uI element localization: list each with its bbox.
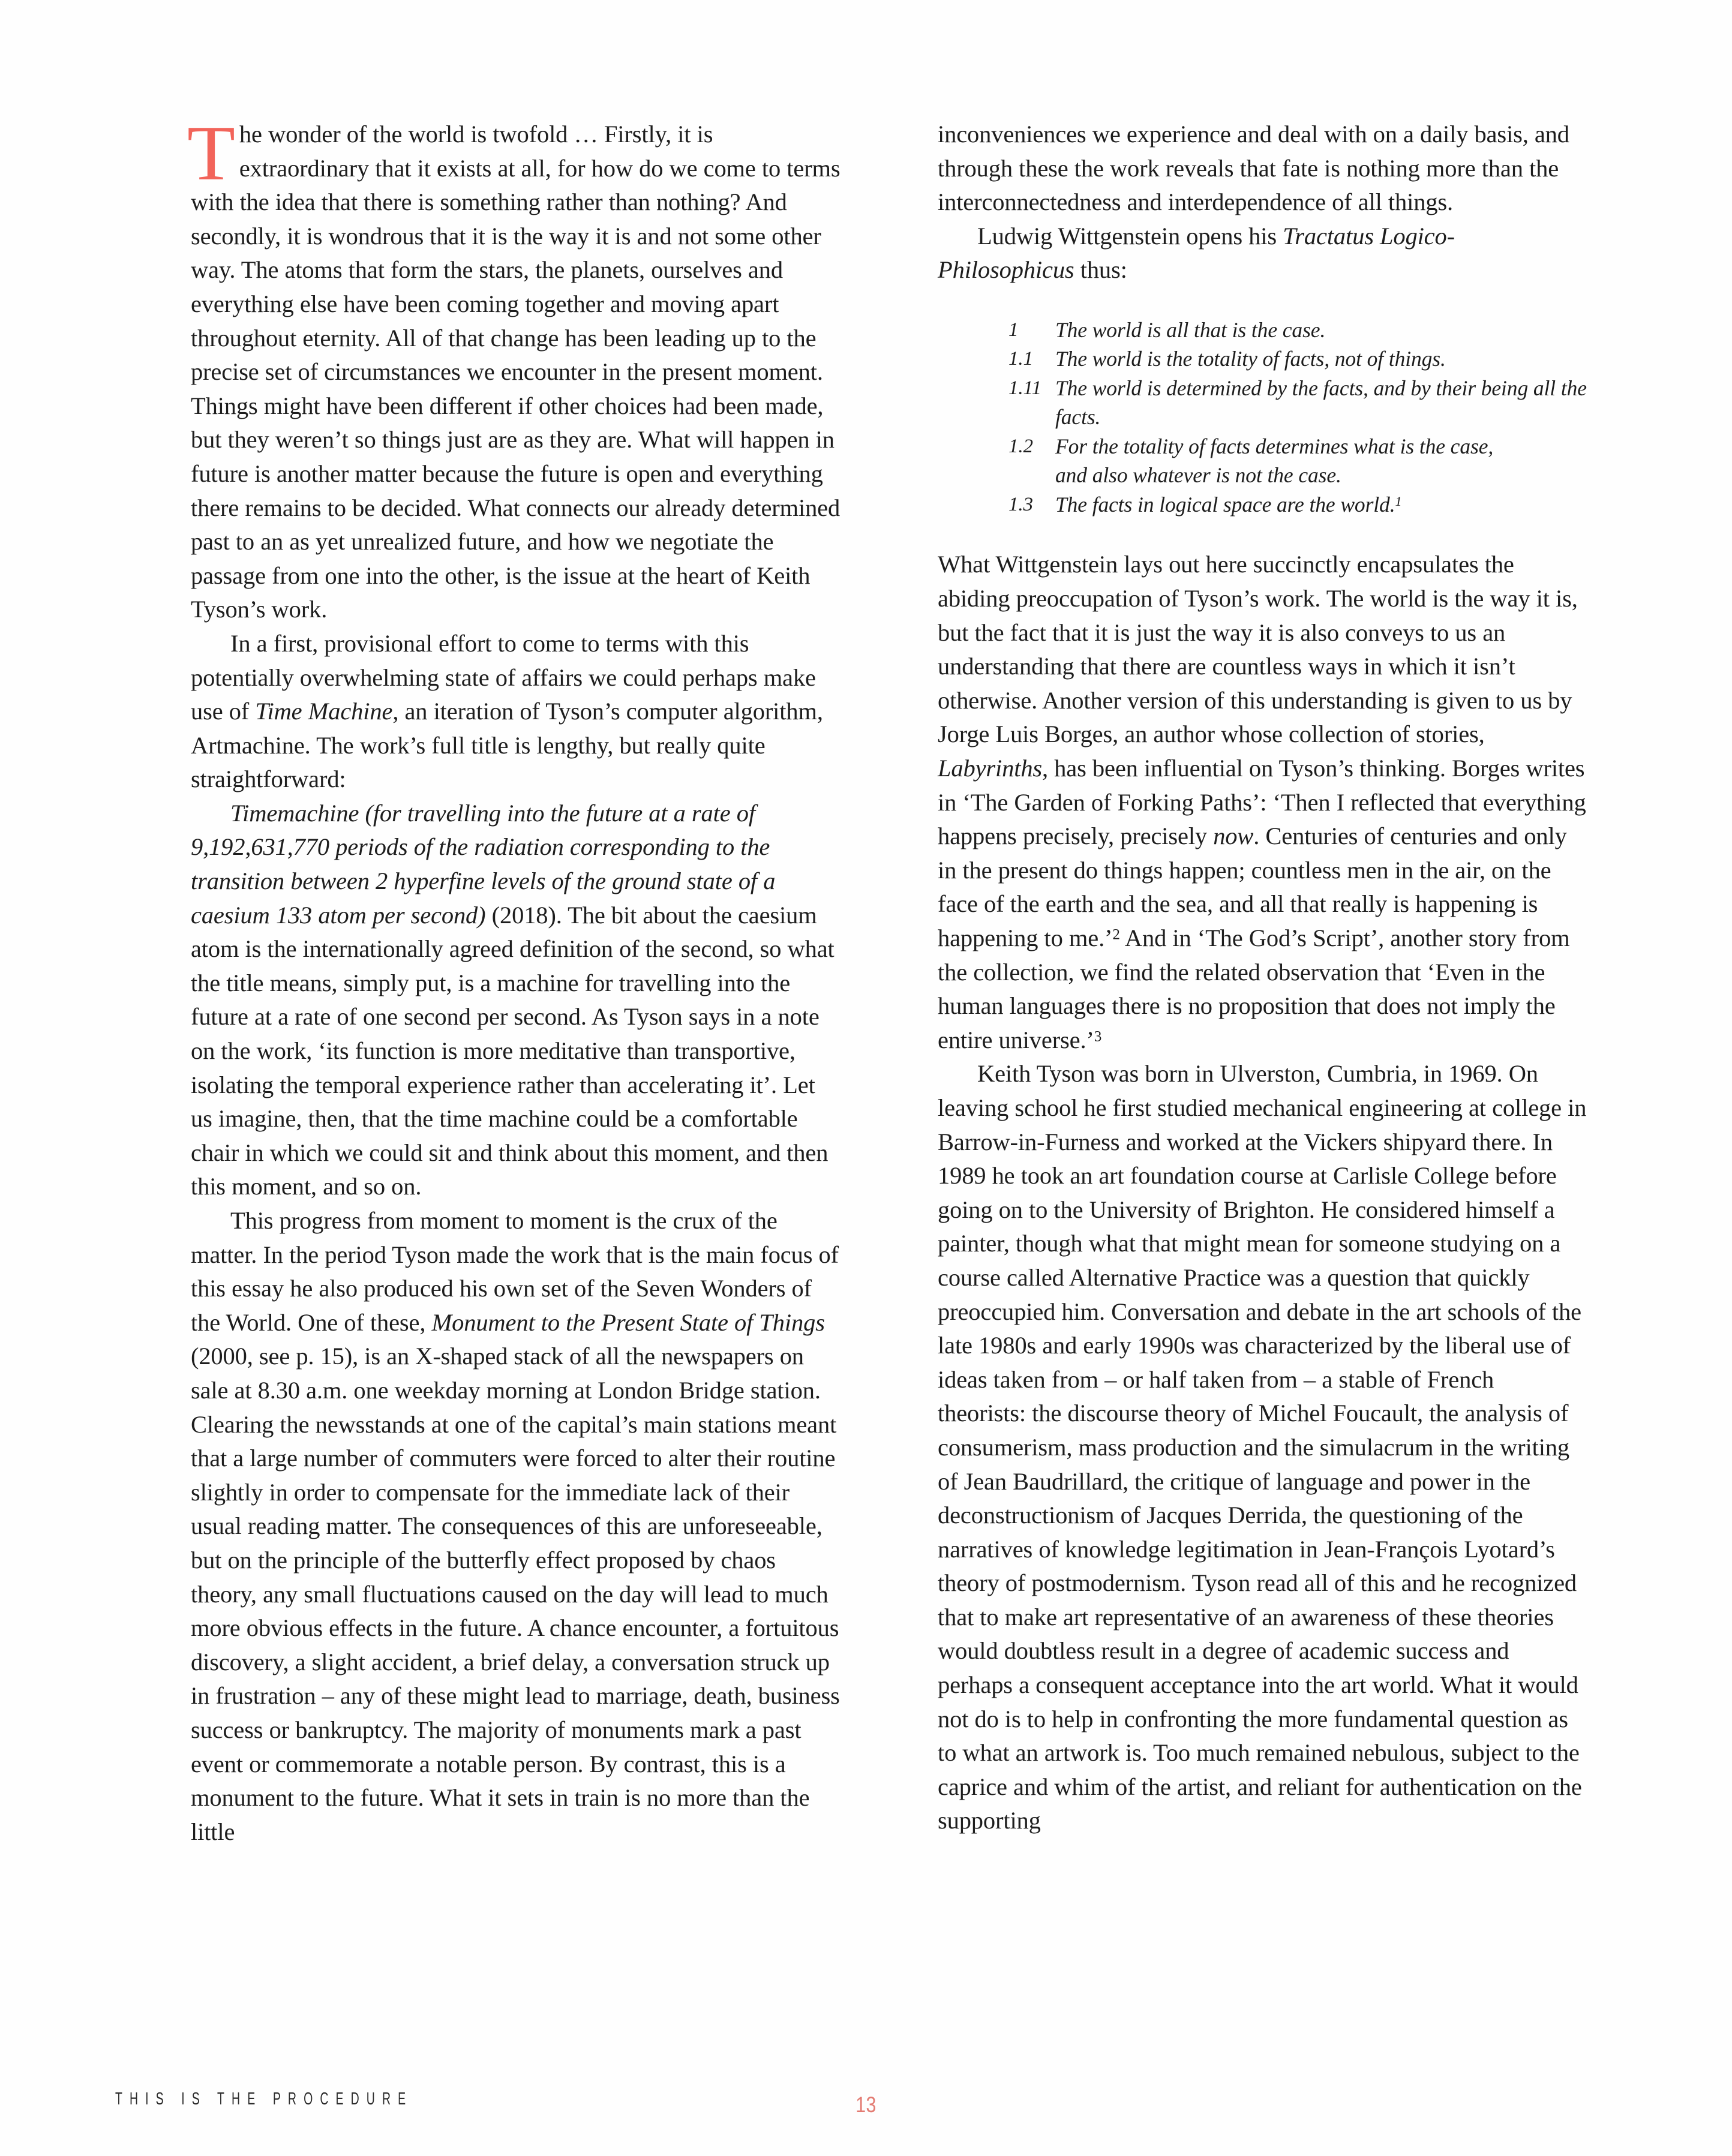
paragraph-wittgenstein-intro: [938, 220, 1587, 287]
italic-run: Labyrinths: [938, 755, 1043, 782]
quote-text: The facts in logical space are the world.$^1$: [1055, 492, 1402, 517]
quote-line: [1008, 432, 1587, 461]
italic-run: Timemachine (for travelling into the future at a rate of 9,192,631,770 periods of the radiation corresponding to the transition between 2 hyperfine levels of the ground state of a caesium 133 atom per second): [191, 799, 776, 929]
quote-line: [1008, 490, 1587, 520]
paragraph-monument: [191, 1204, 841, 1849]
quote-line: [1008, 316, 1587, 345]
left-column: [187, 110, 841, 1849]
right-column: [938, 118, 1587, 1838]
page-footer: [0, 2030, 1732, 2156]
quote-line: [1008, 461, 1587, 490]
text-run: he wonder of the world is twofold … Firstly, it is extraordinary that it exists at all, for how do we come to terms with the idea that there is something rather than nothing? And secondly, it is wondrous that it is the way it is and not some other way. The atoms that form the stars, the planets, ourselves and everything else have been coming together and moving apart throughout eternity. All of that change has been leading up to the precise set of circumstances we encounter in the present moment. Things might have been different if other choices had been made, but they weren’t so things just are as they are. What will happen in future is another matter because the future is open and everything there remains to be decided. What connects our already determined past to an as yet unrealized future, and how we negotiate the passage from one into the other, is the issue at the heart of Keith Tyson’s work.: [191, 121, 841, 623]
text-run: inconveniences we experience and deal with on a daily basis, and through these the work reveals that fate is nothing more than the interconnectedness and interdependence of all things.: [938, 121, 1569, 216]
left-column-body: [187, 110, 841, 1849]
quote-line: [1008, 374, 1587, 432]
text-run: Keith Tyson was born in Ulverston, Cumbria, in 1969. On leaving school he first studied mechanical engineering at college in Barrow-in-Furness and worked at the Vickers shipyard there. In 1989 he took an art foundation course at Carlisle College before going on to the University of Brighton. He considered himself a painter, though what that might mean for someone studying on a course called Alternative Practice was a question that quickly preoccupied him. Conversation and debate in the art schools of the late 1980s and early 1990s was characterized by the liberal use of ideas taken from – or half taken from – a stable of French theorists: the discourse theory of Michel Foucault, the analysis of consumerism, mass production and the simulacrum in the writing of Jean Baudrillard, the critique of language and power in the deconstructionism of Jacques Derrida, the questioning of the narratives of knowledge legitimation in Jean-François Lyotard’s theory of postmodernism. Tyson read all of this and he recognized that to make art representative of an awareness of these theories would doubtless result in a degree of academic success and perhaps a consequent acceptance into the art world. What it would not do is to help in confronting the more fundamental question as to what an artwork is. Too much remained nebulous, subject to the caprice and whim of the artist, and reliant for authentication on the supporting: [938, 1060, 1587, 1834]
italic-run: now: [1213, 822, 1254, 850]
quote-text: and also whatever is not the case.: [1055, 463, 1341, 488]
paragraph-borges: [938, 548, 1587, 1057]
quote-number: 1.2: [1008, 435, 1033, 457]
paragraph-biography: [938, 1057, 1587, 1838]
right-column-body: [938, 548, 1587, 1838]
text-run: , an iteration of Tyson’s computer algorithm, Artmachine. The work’s full title is lengthy, but really quite straightforward:: [191, 698, 823, 793]
text-run: (2000, see p. 15), is an X-shaped stack of all the newspapers on sale at 8.30 a.m. one weekday morning at London Bridge station. Clearing the newsstands at one of the capital’s main stations meant that a large number of commuters were forced to alter their routine slightly in order to compensate for the immediate lack of their usual reading matter. The consequences of this are unforeseeable, but on the principle of the butterfly effect proposed by chaos theory, any small fluctuations caused on the day will lead to much more obvious effects in the future. A chance encounter, a fortuitous discovery, a slight accident, a brief delay, a conversation struck up in frustration – any of these might lead to marriage, death, business success or bankruptcy. The majority of monuments mark a past event or commemorate a notable person. By contrast, this is a monument to the future. What it sets in train is no more than the little: [191, 1343, 840, 1845]
text-run: . Centuries of centuries and only in the present do things happen; countless men in the air, on the face of the earth and the sea, and all that really is happening is happening to me.’: [938, 822, 1567, 951]
paragraph-opening: [187, 110, 841, 627]
right-column-intro: [938, 118, 1587, 287]
text-run: And in ‘The God’s Script’, another story from the collection, we find the related observation that ‘Even in the human languages there is no proposition that does not imply the entire universe.’: [938, 924, 1570, 1053]
quote-number: 1.3: [1008, 493, 1033, 515]
text-run: This progress from moment to moment is the crux of the matter. In the period Tyson made the work that is the main focus of this essay he also produced his own set of the Seven Wonders of the World. One of these,: [191, 1207, 839, 1336]
italic-run: Monument to the Present State of Things: [431, 1308, 825, 1336]
quote-number: 1.11: [1008, 377, 1041, 399]
text-columns: [187, 110, 1587, 1849]
quote-number: 1.1: [1008, 348, 1033, 370]
footnote-marker: 2: [1112, 926, 1120, 943]
footnote-marker: 3: [1094, 1028, 1102, 1045]
text-run: (2018). The bit about the caesium atom is the internationally agreed definition of the second, so what the title means, simply put, is a machine for travelling into the future at a rate of one second per second. As Tyson says in a note on the work, ‘its function is more meditative than transportive, isolating the temporal experience rather than accelerating it’. Let us imagine, then, that the time machine could be a comfortable chair in which we could sit and think about this moment, and then this moment, and so on.: [191, 901, 835, 1200]
quote-text: The world is determined by the facts, and by their being all the facts.: [1055, 376, 1587, 430]
page-number: 13: [856, 2092, 876, 2117]
text-run: In a first, provisional effort to come to terms with this potentially overwhelming state of affairs we could perhaps make use of: [191, 629, 816, 725]
quote-number: 1: [1008, 319, 1019, 341]
footnote-marker: 1: [1395, 493, 1402, 509]
paragraph-timemachine-title: [191, 797, 841, 1204]
italic-run: Tractatus Logico-Philosophicus: [938, 222, 1455, 284]
text-run: Ludwig Wittgenstein opens his: [977, 222, 1283, 250]
quote-text: The world is all that is the case.: [1055, 317, 1326, 342]
text-run: , has been influential on Tyson’s thinking. Borges writes in ‘The Garden of Forking Paths’: ‘Then I reflected that everything happens precisely, precisely: [938, 755, 1586, 850]
paragraph-time-machine-intro: [191, 627, 841, 797]
quote-line: [1008, 344, 1587, 374]
paragraph-inconveniences: [938, 118, 1587, 220]
tractatus-quote-block: [938, 316, 1587, 520]
text-run: What Wittgenstein lays out here succinctly encapsulates the abiding preoccupation of Tyson’s work. The world is the way it is, but the fact that it is just the way it is also conveys to us an understanding that there are countless ways in which it isn’t otherwise. Another version of this understanding is given to us by Jorge Luis Borges, an author whose collection of stories,: [938, 551, 1578, 748]
text-run: thus:: [1074, 256, 1127, 284]
quote-text: The world is the totality of facts, not of things.: [1055, 347, 1446, 371]
italic-run: Time Machine: [255, 698, 393, 725]
quote-text: For the totality of facts determines what is the case,: [1055, 434, 1494, 458]
running-head: THIS IS THE PROCEDURE: [115, 2089, 413, 2109]
drop-cap: T: [187, 110, 235, 197]
